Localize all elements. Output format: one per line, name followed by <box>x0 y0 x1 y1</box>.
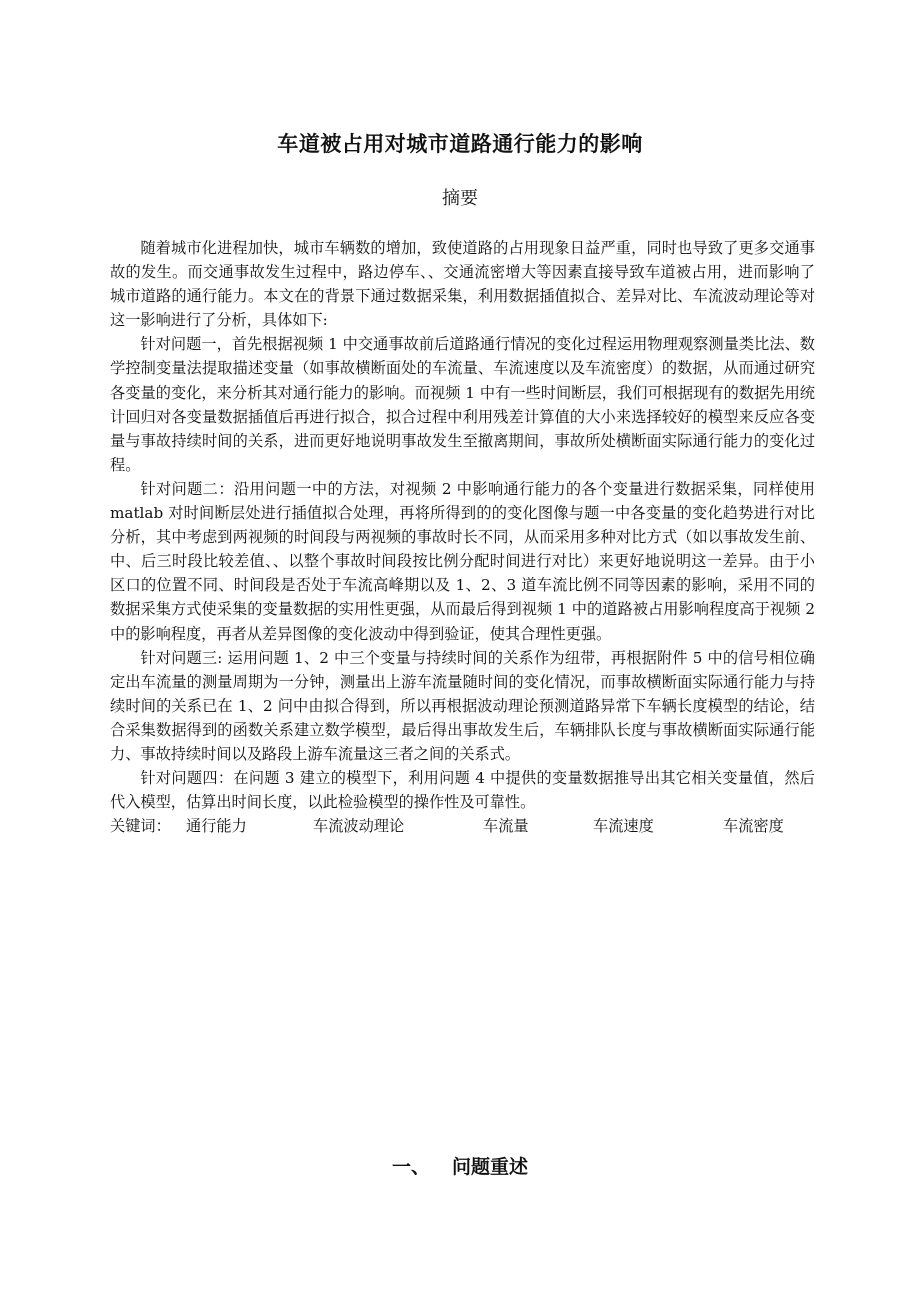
abstract-paragraph-problem-4: 针对问题四：在问题 3 建立的模型下，利用问题 4 中提供的变量数据推导出其它相关变量值，然后代入模型，估算出时间长度，以此检验模型的操作性及可靠性。 <box>110 769 815 812</box>
keyword-item: 车流速度 <box>593 817 654 836</box>
keyword-item: 车流密度 <box>723 817 784 836</box>
section-heading <box>0 1152 920 1182</box>
keyword-item: 通行能力 <box>186 817 247 836</box>
abstract-body <box>110 236 815 838</box>
keywords-line <box>110 814 815 838</box>
section-number: 一、 <box>391 1156 430 1178</box>
keyword-item: 车流量 <box>483 817 529 836</box>
abstract-paragraph-problem-2: 针对问题二：沿用问题一中的方法，对视频 2 中影响通行能力的各个变量进行数据采集，同样使用 matlab 对时间断层处进行插值拟合处理，再将所得到的的变化图像与题一中各变量的变化趋势进行对比分析，其中考虑到两视频的时间段与两视频的事故时长不同，从而采用多种对比方式（如以事故发生前、中、后三时段比较差值、、以整个事故时间段按比例分配时间进行对比）来更好地说明这一差异。由于小区口的位置不同、时间段是否处于车流高峰期以及 1、2、3 道车流比例不同等因素的影响，采用不同的数据采集方式使采集的变量数据的实用性更强，从而最后得到视频 1 中的道路被占用影响程度高于视频 2 中的影响程度，再者从差异图像的变化波动中得到验证，使其合理性更强。 <box>110 479 815 643</box>
abstract-paragraph-intro: 随着城市化进程加快，城市车辆数的增加，致使道路的占用现象日益严重，同时也导致了更多交通事故的发生。而交通事故发生过程中，路边停车、、交通流密增大等因素直接导致车道被占用，进而影响了城市道路的通行能力。本文在的背景下通过数据采集，利用数据插值拟合、差异对比、车流波动理论等对这一影响进行了分析，具体如下: <box>110 239 815 330</box>
keywords-label: 关键词： <box>110 817 171 836</box>
section-title: 问题重述 <box>452 1156 529 1178</box>
paper-title: 车道被占用对城市道路通行能力的影响 <box>277 132 643 156</box>
abstract-heading: 摘要 <box>442 188 478 209</box>
keyword-item: 车流波动理论 <box>313 817 405 836</box>
abstract-paragraph-problem-3: 针对问题三: 运用问题 1、2 中三个变量与持续时间的关系作为纽带，再根据附件 5 中的信号相位确定出车流量的测量周期为一分钟，测量出上游车流量随时间的变化情况，而事故横断面实际通行能力与持续时间的关系已在 1、2 问中由拟合得到，所以再根据波动理论预测道路异常下车辆长度模型的结论，结合采集数据得到的函数关系建立数学模型，最后得出事故发生后，车辆排队长度与事故横断面实际通行能力、事故持续时间以及路段上游车流量这三者之间的关系式。 <box>110 648 815 763</box>
abstract-paragraph-problem-1: 针对问题一，首先根据视频 1 中交通事故前后道路通行情况的变化过程运用物理观察测量类比法、数学控制变量法提取描述变量（如事故横断面处的车流量、车流速度以及车流密度）的数据，从而通过研究各变量的变化，来分析其对通行能力的影响。而视频 1 中有一些时间断层，我们可根据现有的数据先用统计回归对各变量数据插值后再进行拟合，拟合过程中利用残差计算值的大小来选择较好的模型来反应各变量与事故持续时间的关系，进而更好地说明事故发生至撤离期间，事故所处横断面实际通行能力的变化过程。 <box>110 335 815 474</box>
